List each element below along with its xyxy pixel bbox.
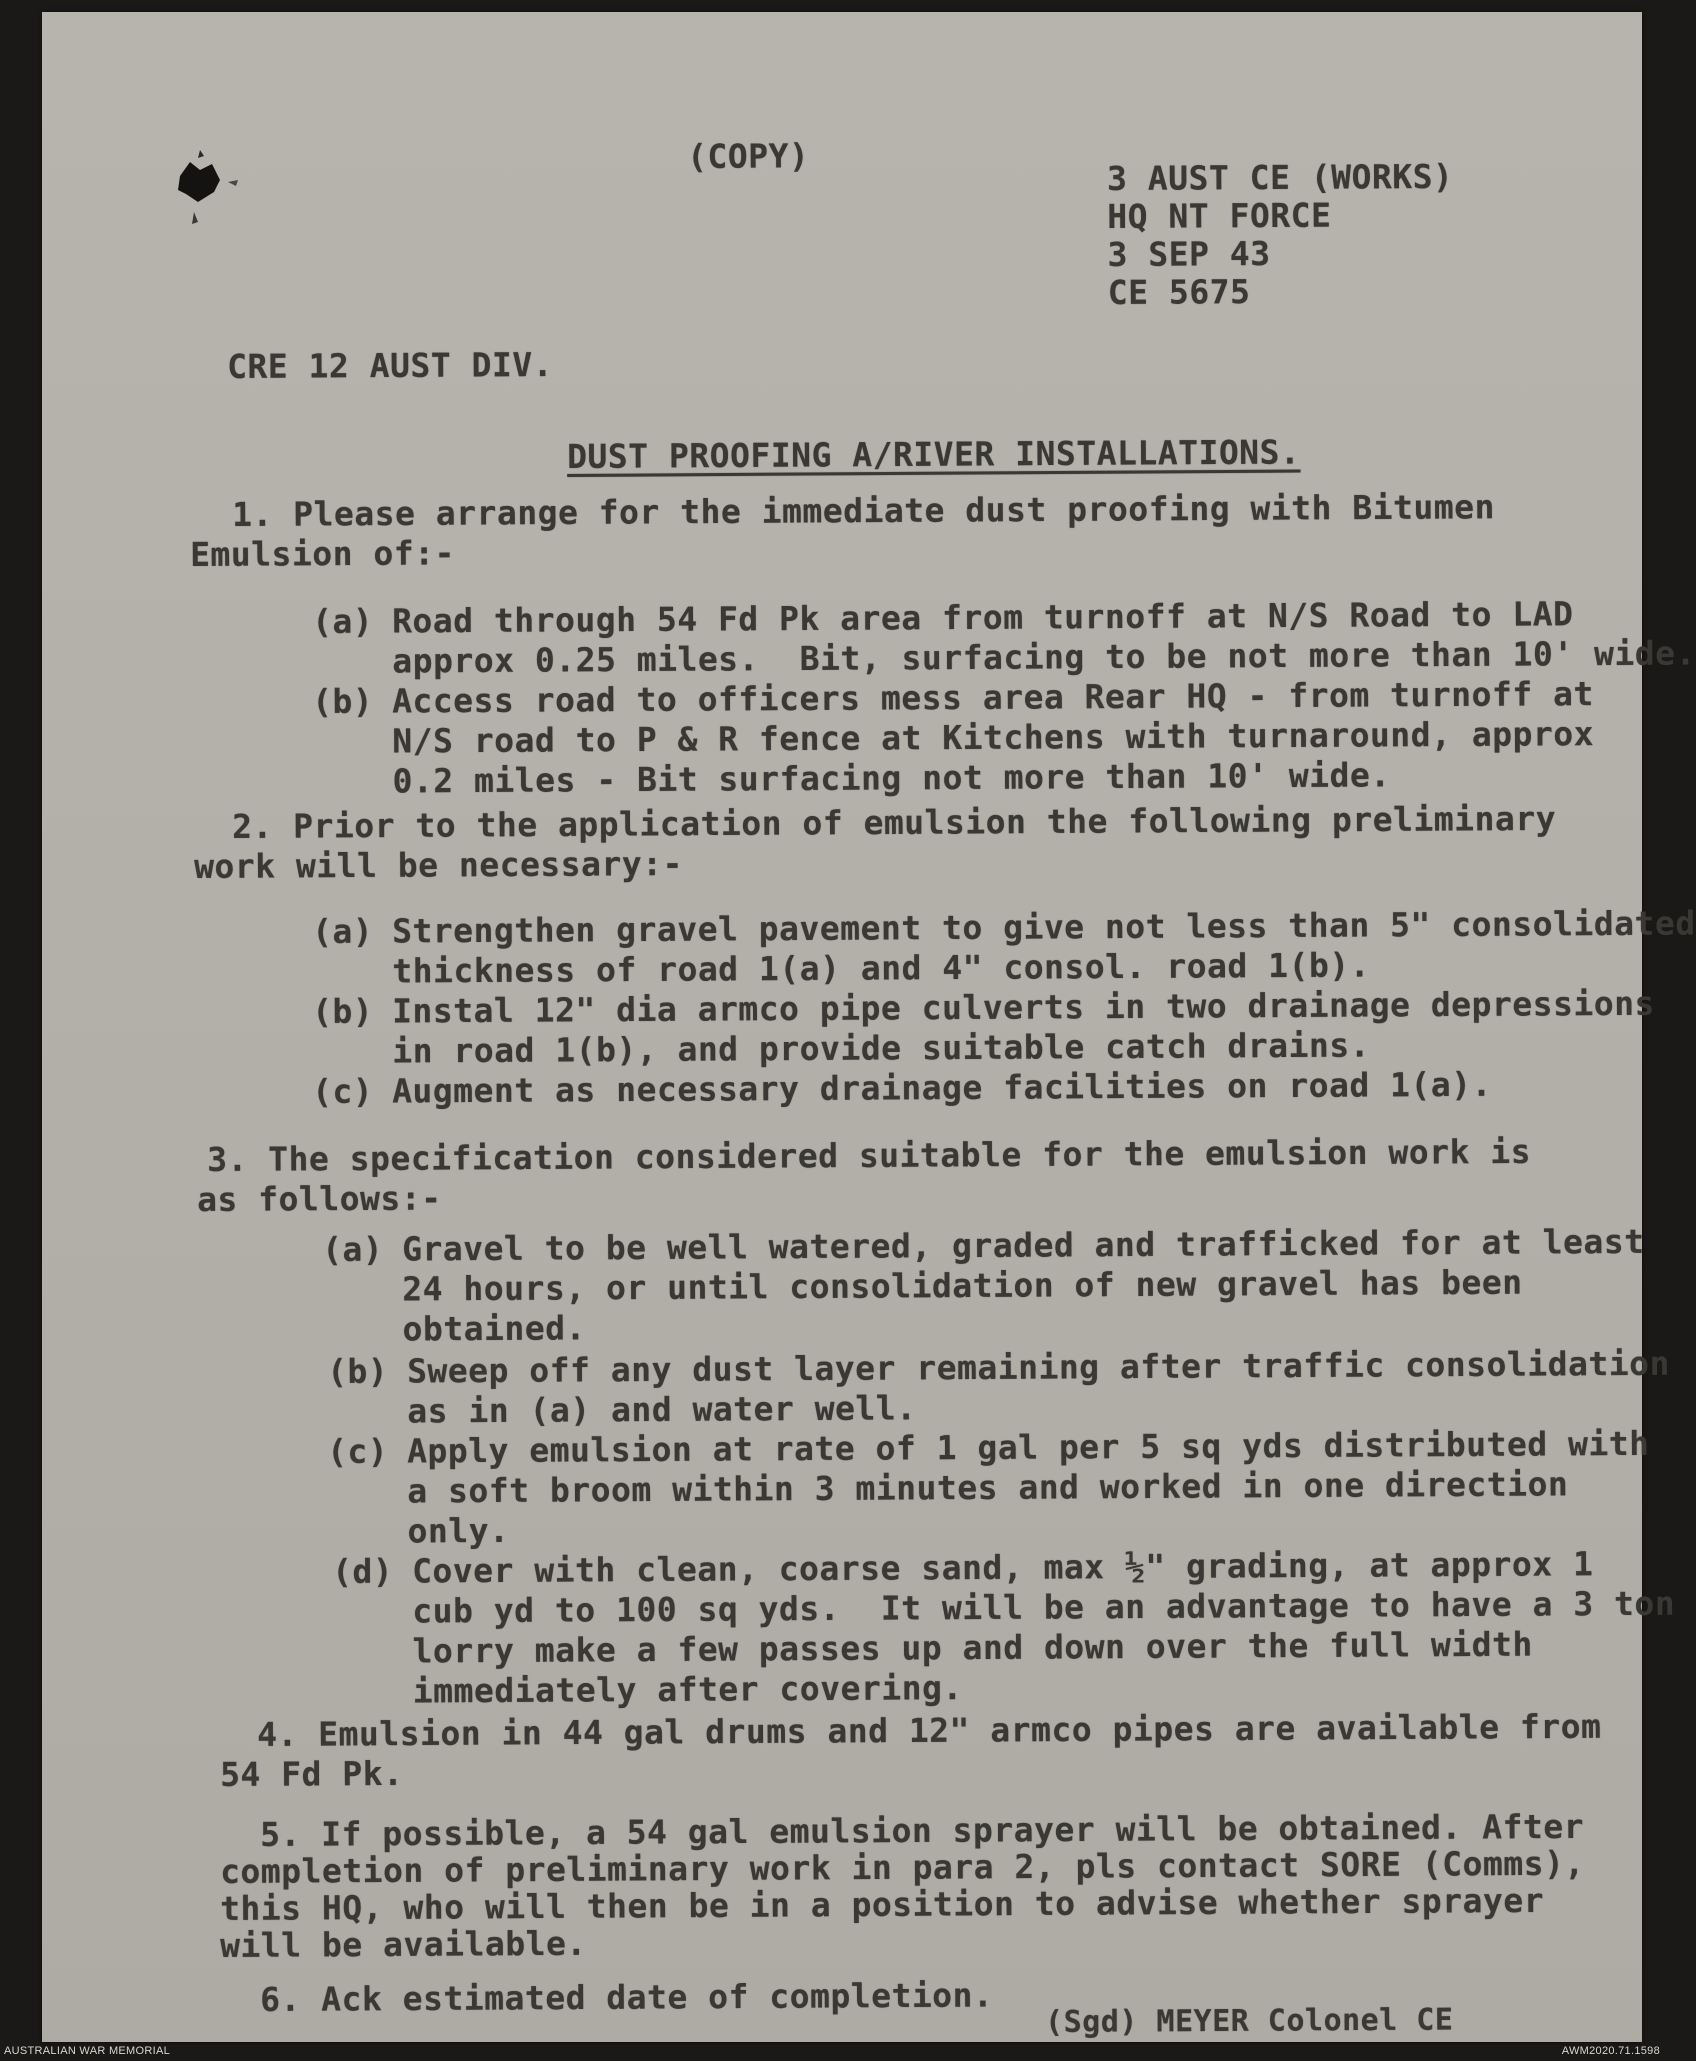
para-3-item-a <box>322 1222 1645 1350</box>
para-1-item-b <box>312 674 1594 802</box>
para-3-line-1: 3. The specification considered suitable for the emulsion work is <box>207 1131 1532 1179</box>
para-4-line-2: 54 Fd Pk. <box>220 1753 404 1794</box>
para-1-line-2: Emulsion of:- <box>190 533 456 574</box>
copy-mark: (COPY) <box>687 136 810 176</box>
para-2-item-a <box>312 904 1696 992</box>
item-text: Strengthen gravel pavement to give not less than 5" consolidated thickness of road 1(a) and 4" consol. road 1(b). <box>391 903 1696 991</box>
letter-header <box>1107 158 1454 312</box>
para-5-line-1: 5. If possible, a 54 gal emulsion sprayer will be obtained. After <box>260 1806 1585 1854</box>
para-2-line-1: 2. Prior to the application of emulsion the following preliminary <box>232 798 1557 846</box>
para-5-line-4: will be available. <box>220 1923 587 1965</box>
item-text: Sweep off any dust layer remaining after traffic consolidation as in (a) and water well. <box>406 1343 1671 1431</box>
header-date: 3 SEP 43 <box>1107 234 1271 274</box>
para-4-line-1: 4. Emulsion in 44 gal drums and 12" armco pipes are available from <box>257 1706 1602 1754</box>
header-hq: HQ NT FORCE <box>1107 195 1332 236</box>
header-ref: CE 5675 <box>1107 272 1251 312</box>
document-page <box>42 12 1696 2042</box>
item-label: (a) <box>312 911 374 951</box>
para-5-line-3: this HQ, who will then be in a position to advise whether sprayer <box>220 1880 1545 1928</box>
item-label: (b) <box>312 991 374 1031</box>
subject-heading: DUST PROOFING A/RIVER INSTALLATIONS. <box>567 432 1301 476</box>
item-text: Instal 12" dia armco pipe culverts in two drainage depressions in road 1(b), and provide suitable catch drains. <box>391 983 1656 1071</box>
item-text: Augment as necessary drainage facilities on road 1(a). <box>391 1064 1493 1111</box>
para-1-line-1: 1. Please arrange for the immediate dust proofing with Bitumen <box>232 487 1496 534</box>
header-unit: 3 AUST CE (WORKS) <box>1106 156 1454 198</box>
signature-line: (Sgd) MEYER Colonel CE <box>1044 2002 1454 2040</box>
para-2-item-c <box>312 1065 1492 1112</box>
para-2-item-b <box>312 984 1655 1072</box>
addressee: CRE 12 AUST DIV. <box>227 345 554 386</box>
item-text: Cover with clean, coarse sand, max ½" grading, at approx 1 cub yd to 100 sq yds. It will be an advantage to have a 3 ton lorry make a few passes up and down over the full width immediately after covering. <box>411 1544 1676 1711</box>
item-label: (c) <box>327 1431 389 1471</box>
para-3-item-d <box>332 1544 1676 1712</box>
item-label: (c) <box>312 1071 374 1111</box>
item-text: Access road to officers mess area Rear HQ - from turnoff at N/S road to P & R fence at Kitchens with turnaround, approx 0.2 miles - Bit surfacing not more than 10' wide. <box>391 674 1595 801</box>
punch-hole-mark <box>150 142 240 232</box>
para-6-line-1: 6. Ack estimated date of completion. <box>260 1975 994 2019</box>
item-text: Road through 54 Fd Pk area from turnoff at N/S Road to LAD approx 0.25 miles. Bit, surfacing to be not more than 10' wide. <box>391 594 1696 681</box>
item-label: (a) <box>312 601 374 641</box>
para-2-line-2: work will be necessary:- <box>194 844 684 886</box>
item-label: (d) <box>332 1551 394 1591</box>
item-label: (b) <box>327 1351 389 1391</box>
item-label: (a) <box>322 1229 384 1269</box>
para-3-item-c <box>327 1424 1650 1552</box>
para-3-item-b <box>327 1344 1670 1432</box>
para-1-item-a <box>312 594 1696 682</box>
item-text: Gravel to be well watered, graded and trafficked for at least 24 hours, or until consolidation of new gravel has been obtained. <box>401 1221 1645 1349</box>
item-text: Apply emulsion at rate of 1 gal per 5 sq yds distributed with a soft broom within 3 minutes and worked in one direction only. <box>406 1423 1650 1551</box>
footer-archive-ref: AWM2020.71.1598 <box>1561 2045 1660 2057</box>
para-5-line-2: completion of preliminary work in para 2, pls contact SORE (Comms), <box>220 1843 1585 1891</box>
footer-archive-name: AUSTRALIAN WAR MEMORIAL <box>4 2045 171 2057</box>
item-label: (b) <box>312 681 374 721</box>
para-3-line-2: as follows:- <box>197 1178 442 1219</box>
